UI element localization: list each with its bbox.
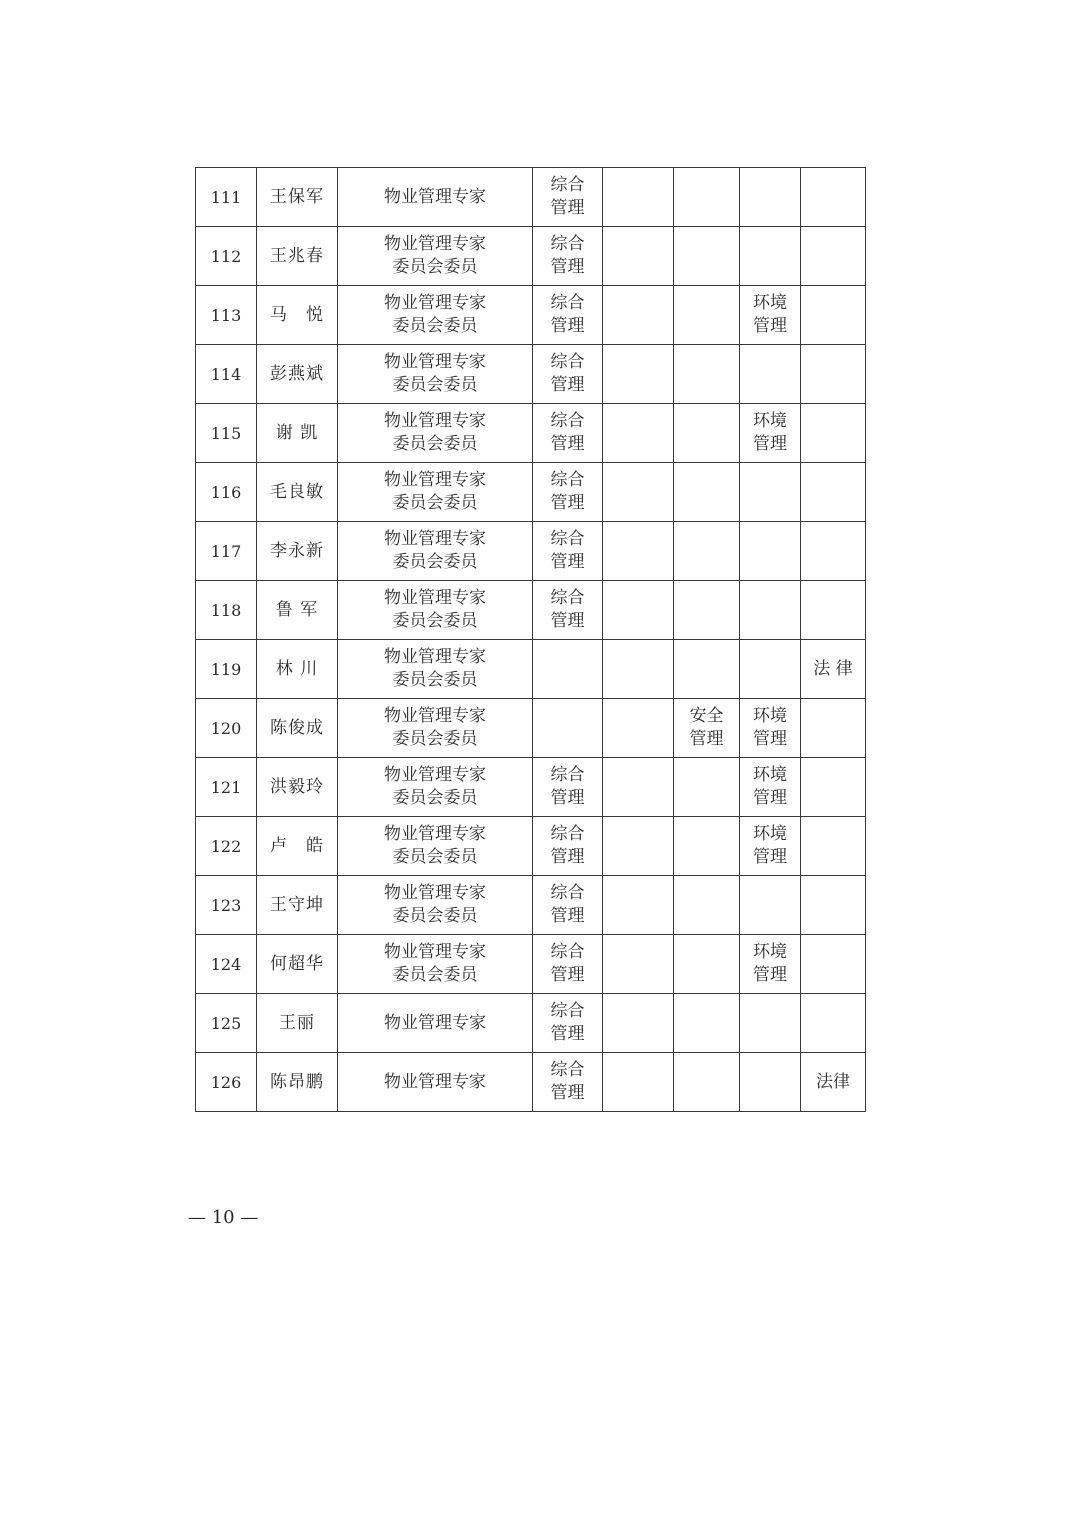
expert-role [338,404,533,463]
expert-role [338,463,533,522]
specialty-c2 [603,345,674,404]
expert-name: 卢 皓 [257,817,338,876]
specialty-c4 [740,876,801,935]
specialty-c1 [533,581,603,640]
row-number: 116 [196,463,257,522]
specialty-c3 [674,463,740,522]
specialty-c3 [674,286,740,345]
specialty-c1 [533,876,603,935]
expert-name: 李永新 [257,522,338,581]
row-number: 114 [196,345,257,404]
specialty-c4 [740,345,801,404]
role-line: 委员会委员 [392,906,478,926]
expert-role [338,522,533,581]
specialty-c2 [603,699,674,758]
specialty-c4 [740,286,801,345]
role-line: 物业管理专家 [384,411,486,431]
expert-name: 陈昂鹏 [257,1053,338,1112]
expert-role [338,817,533,876]
specialty-c5 [801,168,866,227]
specialty-label: 综合管理 [550,529,585,572]
specialty-label: 综合管理 [550,765,585,808]
expert-name: 王保军 [257,168,338,227]
expert-name: 鲁 军 [257,581,338,640]
table-row [196,935,866,994]
row-number: 115 [196,404,257,463]
table-row [196,522,866,581]
specialty-c3 [674,817,740,876]
role-line: 委员会委员 [392,493,478,513]
specialty-c4 [740,1053,801,1112]
expert-name: 林 川 [257,640,338,699]
role-line: 委员会委员 [392,670,478,690]
role-line: 物业管理专家 [384,293,486,313]
table-row [196,640,866,699]
specialty-label: 综合管理 [550,175,585,218]
specialty-label: 综合管理 [550,352,585,395]
role-line: 物业管理专家 [384,883,486,903]
specialty-c1 [533,1053,603,1112]
expert-role [338,758,533,817]
roster-body [196,168,866,1112]
expert-role [338,876,533,935]
expert-role [338,994,533,1053]
role-line: 物业管理专家 [384,942,486,962]
expert-name: 王兆春 [257,227,338,286]
expert-role [338,345,533,404]
table-row [196,286,866,345]
specialty-label: 环境管理 [753,765,787,808]
row-number: 119 [196,640,257,699]
specialty-c3 [674,522,740,581]
specialty-c4 [740,817,801,876]
expert-role [338,1053,533,1112]
role-line: 委员会委员 [392,788,478,808]
specialty-label: 综合管理 [550,942,585,985]
role-line: 委员会委员 [392,316,478,336]
specialty-c1 [533,699,603,758]
specialty-c1 [533,817,603,876]
specialty-c3 [674,345,740,404]
specialty-c5 [801,640,866,699]
specialty-c5 [801,758,866,817]
specialty-c5 [801,994,866,1053]
expert-role [338,168,533,227]
specialty-c2 [603,640,674,699]
specialty-c4 [740,168,801,227]
expert-name: 陈俊成 [257,699,338,758]
specialty-c1 [533,168,603,227]
specialty-c3 [674,1053,740,1112]
specialty-c2 [603,168,674,227]
specialty-c5 [801,817,866,876]
specialty-label: 环境管理 [753,411,787,454]
expert-role [338,699,533,758]
role-line: 物业管理专家 [384,647,486,667]
specialty-c5 [801,581,866,640]
specialty-c4 [740,699,801,758]
expert-name: 王丽 [257,994,338,1053]
row-number: 124 [196,935,257,994]
specialty-label: 综合管理 [550,234,585,277]
specialty-label: 综合管理 [550,588,585,631]
specialty-c5 [801,935,866,994]
specialty-c3 [674,168,740,227]
specialty-c2 [603,758,674,817]
row-number: 112 [196,227,257,286]
specialty-c3 [674,935,740,994]
table-row [196,876,866,935]
specialty-c4 [740,758,801,817]
expert-role [338,935,533,994]
specialty-label: 法 律 [813,658,853,679]
row-number: 120 [196,699,257,758]
role-line: 委员会委员 [392,375,478,395]
role-line: 物业管理专家 [384,706,486,726]
role-line: 物业管理专家 [384,824,486,844]
specialty-c2 [603,522,674,581]
specialty-c1 [533,640,603,699]
specialty-c5 [801,522,866,581]
row-number: 117 [196,522,257,581]
specialty-c4 [740,935,801,994]
expert-role [338,227,533,286]
specialty-c5 [801,227,866,286]
specialty-c2 [603,817,674,876]
specialty-label: 综合管理 [550,1060,585,1103]
table-row [196,817,866,876]
table-row [196,463,866,522]
role-line: 物业管理专家 [384,352,486,372]
specialty-c5 [801,699,866,758]
specialty-c1 [533,935,603,994]
specialty-label: 安全管理 [689,706,724,749]
specialty-c5 [801,463,866,522]
specialty-c3 [674,699,740,758]
row-number: 113 [196,286,257,345]
specialty-c2 [603,1053,674,1112]
specialty-c4 [740,640,801,699]
page-number: — 10 — [188,1207,259,1228]
table-row [196,994,866,1053]
specialty-c2 [603,463,674,522]
role-line: 委员会委员 [392,611,478,631]
specialty-label: 综合管理 [550,411,585,454]
specialty-c3 [674,404,740,463]
role-line: 物业管理专家 [384,529,486,549]
specialty-label: 综合管理 [550,293,585,336]
expert-role [338,581,533,640]
role-line: 委员会委员 [392,965,478,985]
row-number: 111 [196,168,257,227]
specialty-c4 [740,404,801,463]
role-line: 委员会委员 [392,729,478,749]
specialty-c4 [740,463,801,522]
row-number: 121 [196,758,257,817]
specialty-c2 [603,404,674,463]
specialty-c2 [603,876,674,935]
specialty-c2 [603,581,674,640]
specialty-c3 [674,227,740,286]
table-row [196,1053,866,1112]
role-line: 委员会委员 [392,434,478,454]
expert-name: 何超华 [257,935,338,994]
specialty-label: 环境管理 [753,824,787,867]
table-row [196,404,866,463]
specialty-c5 [801,1053,866,1112]
specialty-c4 [740,227,801,286]
expert-name: 王守坤 [257,876,338,935]
role-line: 物业管理专家 [384,1071,486,1092]
role-line: 委员会委员 [392,847,478,867]
specialty-label: 环境管理 [753,942,787,985]
specialty-c4 [740,581,801,640]
expert-roster-table [195,167,866,1112]
specialty-c1 [533,463,603,522]
table-row [196,168,866,227]
specialty-label: 综合管理 [550,883,585,926]
specialty-c3 [674,581,740,640]
specialty-c1 [533,345,603,404]
role-line: 物业管理专家 [384,1012,486,1033]
specialty-label: 综合管理 [550,470,585,513]
specialty-c3 [674,994,740,1053]
table-row [196,227,866,286]
expert-name: 马 悦 [257,286,338,345]
specialty-c2 [603,227,674,286]
role-line: 物业管理专家 [384,470,486,490]
specialty-c2 [603,286,674,345]
role-line: 物业管理专家 [384,765,486,785]
row-number: 126 [196,1053,257,1112]
specialty-c3 [674,640,740,699]
expert-role [338,286,533,345]
specialty-c5 [801,876,866,935]
specialty-c3 [674,876,740,935]
table-row [196,581,866,640]
role-line: 物业管理专家 [384,234,486,254]
specialty-c1 [533,227,603,286]
role-line: 物业管理专家 [384,186,486,207]
row-number: 123 [196,876,257,935]
specialty-label: 综合管理 [550,824,585,867]
specialty-c2 [603,994,674,1053]
expert-name: 谢 凯 [257,404,338,463]
expert-name: 洪毅玲 [257,758,338,817]
specialty-label: 法律 [816,1071,850,1092]
expert-name: 彭燕斌 [257,345,338,404]
role-line: 委员会委员 [392,552,478,572]
specialty-c1 [533,286,603,345]
role-line: 委员会委员 [392,257,478,277]
specialty-c1 [533,758,603,817]
table-row [196,758,866,817]
role-line: 物业管理专家 [384,588,486,608]
specialty-c1 [533,994,603,1053]
specialty-c5 [801,345,866,404]
expert-name: 毛良敏 [257,463,338,522]
specialty-label: 环境管理 [753,706,787,749]
specialty-c1 [533,522,603,581]
specialty-label: 综合管理 [550,1001,585,1044]
row-number: 118 [196,581,257,640]
table-row [196,699,866,758]
specialty-c1 [533,404,603,463]
row-number: 122 [196,817,257,876]
specialty-label: 环境管理 [753,293,787,336]
row-number: 125 [196,994,257,1053]
specialty-c4 [740,994,801,1053]
specialty-c2 [603,935,674,994]
specialty-c3 [674,758,740,817]
specialty-c5 [801,286,866,345]
expert-role [338,640,533,699]
table-row [196,345,866,404]
specialty-c4 [740,522,801,581]
specialty-c5 [801,404,866,463]
